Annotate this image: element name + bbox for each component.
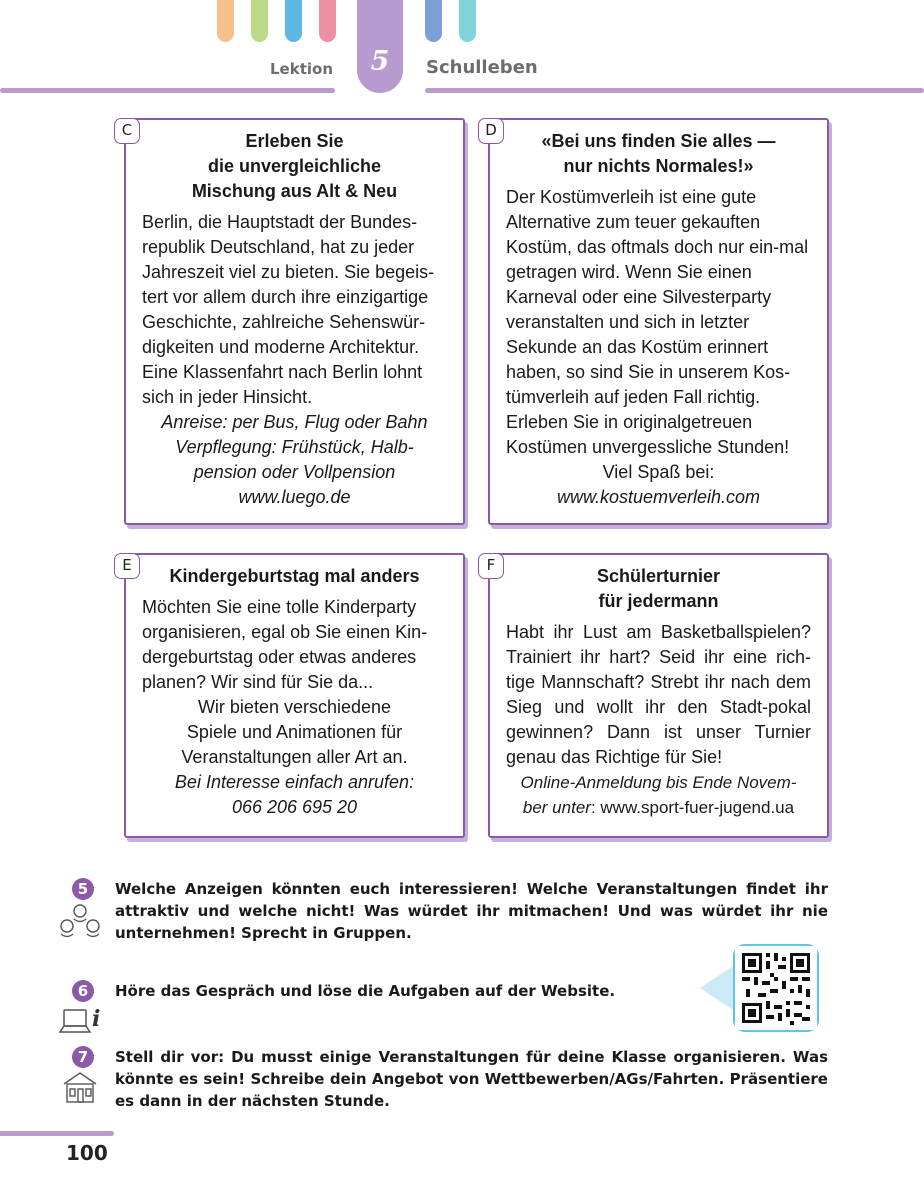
card-phone: 066 206 695 20 bbox=[231, 797, 358, 817]
card-letter-d: D bbox=[478, 118, 504, 144]
card-title-line: Erleben Sie bbox=[245, 131, 344, 151]
card-title: Kindergeburtstag mal anders bbox=[169, 566, 420, 586]
card-letter-f: F bbox=[478, 553, 504, 579]
card-contact bbox=[142, 770, 447, 820]
card-detail-line: Verpflegung: Frühstück, Halb- bbox=[175, 437, 414, 457]
exercise-7 bbox=[68, 1046, 828, 1116]
lesson-label: Lektion bbox=[270, 60, 334, 78]
svg-text:i: i bbox=[92, 1006, 101, 1032]
card-body: Der Kostümverleih ist eine gute Alternative zum teuer gekauften Kostüm, das oftmals doch nur ein-mal getragen wird. Wenn Sie einen Karneval oder eine Silvesterparty veranstalten und sich in letzter Sekunde an das Kostüm erinnert haben, so sind Sie in unserem Kos-tümverleih auf jeden Fall richtig. Erleben Sie in originalgetreuen Kostümen unvergessliche Stunden! bbox=[506, 187, 809, 457]
card-title-line: nur nichts Normales!» bbox=[563, 156, 754, 176]
card-title bbox=[506, 564, 811, 614]
card-registration bbox=[506, 770, 811, 820]
ad-card-c bbox=[121, 118, 465, 525]
card-details bbox=[142, 410, 447, 510]
card-center-line: Viel Spaß bei: bbox=[602, 462, 715, 482]
qr-code-box[interactable] bbox=[733, 944, 819, 1032]
card-title-line: die unvergleichliche bbox=[207, 156, 382, 176]
exercise-instruction: Höre das Gespräch und löse die Aufgaben auf der Website. bbox=[115, 982, 616, 1000]
color-tab bbox=[217, 0, 234, 42]
card-title-line: Mischung aus Alt & Neu bbox=[191, 181, 398, 201]
lesson-title: Schulleben bbox=[426, 57, 538, 78]
qr-code-icon[interactable] bbox=[735, 946, 817, 1030]
exercise-instruction: Stell dir vor: Du musst einige Veranstaltungen für deine Klasse organisieren. Was könnte es sein! Schreibe dein Angebot von Wettbewerben/AGs/Fahrten. Präsentiere es dann in der nächsten Stunde. bbox=[115, 1048, 828, 1110]
card-body: Möchten Sie eine tolle Kinderparty organisieren, egal ob Sie einen Kin-dergeburtstag oder etwas anderes planen? Wir sind für Sie da... bbox=[142, 597, 428, 692]
card-registration-line bbox=[506, 795, 811, 820]
exercise-number: 7 bbox=[72, 1046, 94, 1068]
color-tab bbox=[285, 0, 302, 42]
card-offer-line: Wir bieten verschiedene bbox=[197, 697, 392, 717]
header-rule-right bbox=[425, 88, 924, 93]
card-offer bbox=[142, 695, 447, 770]
color-tab bbox=[319, 0, 336, 42]
page-number: 100 bbox=[66, 1141, 108, 1165]
exercise-number: 6 bbox=[72, 980, 94, 1002]
color-tab bbox=[459, 0, 476, 42]
exercise-instruction: Welche Anzeigen könnten euch interessieren! Welche Veranstaltungen findet ihr attraktiv und welche nicht! Was würdet ihr mitmachen! Und was würdet ihr nie unternehmen! Sprecht in Gruppen. bbox=[115, 880, 828, 942]
card-offer-line: Spiele und Animationen für bbox=[186, 722, 403, 742]
card-body: Berlin, die Hauptstadt der Bundes-republik Deutschland, hat zu jeder Jahreszeit viel zu bieten. Sie begeis-tert vor allem durch ihre einzigartige Geschichte, zahlreiche Sehenswür-digkeiten und moderne Architektur. Eine Klassenfahrt nach Berlin lohnt sich in jeder Hinsicht. bbox=[142, 212, 435, 407]
card-website: www.luego.de bbox=[238, 487, 351, 507]
qr-pointer bbox=[700, 964, 736, 1012]
card-title-line: Schülerturnier bbox=[596, 566, 721, 586]
house-homework-icon bbox=[58, 1070, 102, 1104]
card-contact-line: Bei Interesse einfach anrufen: bbox=[174, 772, 415, 792]
card-detail-line: Anreise: per Bus, Flug oder Bahn bbox=[161, 412, 428, 432]
color-tab bbox=[251, 0, 268, 42]
card-title-line: «Bei uns finden Sie alles — bbox=[541, 131, 776, 151]
card-title-line: für jedermann bbox=[598, 591, 719, 611]
group-talk-icon bbox=[58, 902, 102, 938]
card-registration-italic: ber unter bbox=[522, 798, 591, 817]
ad-card-d bbox=[485, 118, 829, 525]
card-website: : www.sport-fuer-jugend.ua bbox=[590, 798, 795, 817]
lesson-number: 5 bbox=[370, 46, 390, 77]
card-detail-line: pension oder Vollpension bbox=[193, 462, 396, 482]
ad-card-e bbox=[124, 553, 465, 838]
laptop-info-icon bbox=[58, 1004, 104, 1038]
card-offer-line: Veranstaltungen aller Art an. bbox=[181, 747, 408, 767]
card-letter-e: E bbox=[114, 553, 140, 579]
card-title bbox=[142, 129, 447, 204]
lesson-number-tab bbox=[357, 0, 403, 93]
color-tabs bbox=[0, 0, 924, 44]
card-body: Habt ihr Lust am Basketballspielen? Trainiert ihr hart? Seid ihr eine rich-tige Mannschaft? Strebt ihr nach dem Sieg und wollt ihr den Stadt-pokal gewinnen? Dann ist unser Turnier genau das Richtige für Sie! bbox=[506, 622, 811, 767]
card-letter-c: C bbox=[114, 118, 140, 144]
card-website: www.kostuemverleih.com bbox=[556, 487, 761, 507]
footer-rule bbox=[0, 1131, 114, 1136]
color-tab bbox=[425, 0, 442, 42]
exercise-number: 5 bbox=[72, 878, 94, 900]
exercise-5 bbox=[68, 878, 828, 948]
card-title bbox=[506, 129, 811, 179]
ad-card-f bbox=[488, 553, 829, 838]
header-rule-left bbox=[0, 88, 335, 93]
card-registration-line: Online-Anmeldung bis Ende Novem- bbox=[520, 773, 797, 792]
